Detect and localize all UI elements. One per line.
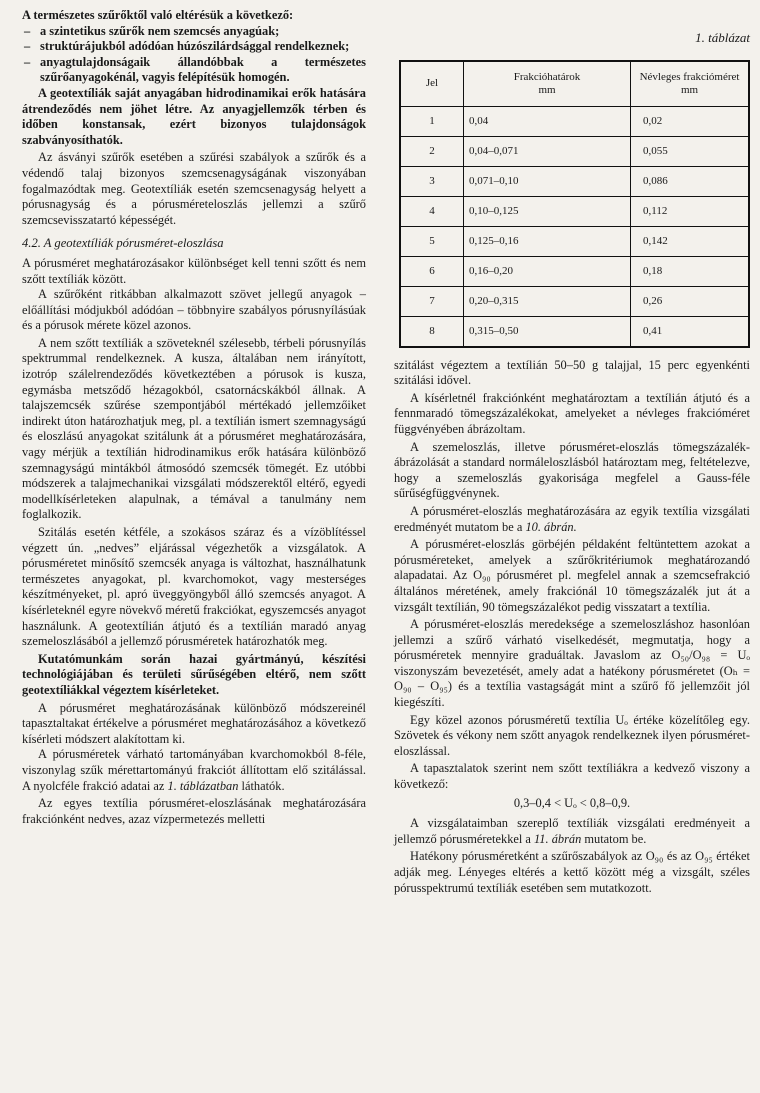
cell-frakcio: 0,04 (464, 106, 631, 136)
difference-list (22, 24, 366, 86)
paragraph: Az ásványi szűrők esetében a szűrési szabályok a szűrők és a védendő talaj bizonyos szemcsenagyságának viszonyában fogalmazódtak meg. Geotextíliák esetén szemcsenagyság helyett a pórusnagyság és a pórusméreteloszlás jellemzi a szűrő szemcsevisszatartó képességét. (22, 150, 366, 227)
text-run: mutatom be. (581, 831, 647, 846)
fraction-table-wrap (394, 60, 750, 348)
fraction-table (399, 60, 750, 348)
paragraph: Szitálás esetén kétféle, a szokásos száraz és a vízöblítéssel végzett ún. „nedves” eljárással végezhetők a vizsgálatok. A pórusméretet minősítő szemcsék anyaga is változhat, használhatunk természetes anyagokat, pl. kvarchomokot, vagy mesterséges készítményeket, pl. apró üveggyöngyből álló szemcsés anyagot. A kísérleteknél egyre növekvő méretű frakciókat, egyszemcsés anyagot használunk. A geotextílián átjutó és a textílián maradó anyag szemeloszlásából a jellemző pórusméretek határozhatók meg. (22, 525, 366, 649)
cell-frakcio: 0,125–0,16 (464, 226, 631, 256)
list-item: – struktúrájukból adódóan húzószilárdsággal rendelkeznek; (22, 39, 366, 55)
cell-nevleges: 0,086 (631, 166, 750, 196)
text-run: A pórusméretek várható tartományában kvarchomokból 8-féle, viszonylag szűk mérettartományú frakciót állítottam elő szitálással. A nyolcféle frakció adatai az (22, 747, 366, 793)
figure-reference: 10. ábrán. (525, 519, 577, 534)
header-nevleges (631, 61, 750, 107)
cell-nevleges: 0,112 (631, 196, 750, 226)
header-nevleges-label: Névleges frakcióméret (639, 70, 740, 83)
header-nevleges-unit: mm (680, 83, 699, 96)
table-row (400, 196, 749, 226)
cell-frakcio: 0,04–0,071 (464, 136, 631, 166)
cell-jel: 1 (400, 106, 464, 136)
paragraph: A pórusméret-eloszlás görbéjén példaként feltüntettem azokat a pórusméreteket, amelyek a szűrőkritériumok meghatározandó alapadatai. Az O₉₀ pórusméret pl. megfelel annak a szemcsefrakció általános méretének, amely frakciónál 10 tömegszázalék jut át a vizsgált textílián, 90 tömegszázalékot pedig visszatart a textília. (394, 537, 750, 614)
table-row (400, 256, 749, 286)
header-frakcio-unit: mm (538, 83, 556, 96)
paragraph (394, 504, 750, 535)
table-caption: 1. táblázat (695, 30, 750, 45)
paragraph: Hatékony pórusméretként a szűrőszabályok az O₉₀ és az O₉₅ értéket adják meg. Lényeges eltérés a kettő között még a vizsgált, széles pórusspektrumú textíliák esetében sem mutatkozott. (394, 849, 750, 895)
table-row (400, 166, 749, 196)
header-frakcio (464, 61, 631, 107)
table-row (400, 106, 749, 136)
paragraph: A kísérletnél frakciónként meghatároztam a textílián átjutó és a fennmaradó tömegszázalékokat, amelyeket a névleges frakcióméret függvényében ábrázoltam. (394, 390, 750, 436)
text-run: A pórusméret-eloszlás meghatározására az egyik textília vizsgálati eredményét mutatom be a (394, 503, 750, 534)
paragraph: A pórusméret-eloszlás meredeksége a szemeloszláshoz hasonlóan jellemzi a szűrő várható viselkedését, megmutatja, hogy a pórusméretek mennyire graduáltak. Javaslom az O₅₀/O₉₈ = Uₒ viszonyszám bevezetését, amely adat a hatékony pórusméretet (Oₕ = O₉₀ – O₉₅) és a textília vastagságát mint a szűrő fő jellemzőit jól kiegészíti. (394, 617, 750, 710)
list-item: – a szintetikus szűrők nem szemcsés anyagúak; (22, 24, 366, 40)
cell-jel: 4 (400, 196, 464, 226)
text-run: láthatók. (238, 778, 285, 793)
paragraph (22, 747, 366, 794)
paragraph: A pórusméret meghatározásának különböző módszereinél tapasztaltakat értékelve a pórusméret meghatározásához a következő kísérleti módszert alakítottam ki. (22, 700, 366, 746)
table-row (400, 136, 749, 166)
cell-frakcio: 0,10–0,125 (464, 196, 631, 226)
cell-nevleges: 0,18 (631, 256, 750, 286)
intro-line: A természetes szűrőktől való eltérésük a következő: (22, 8, 294, 22)
paragraph: szitálást végeztem a textílián 50–50 g talajjal, 15 perc egyenkénti szitálási idővel. (394, 357, 750, 388)
paragraph: Egy közel azonos pórusméretű textília Uₒ értéke közelítőleg egy. Szövetek és vékony nem szőtt anyagok rendelkeznek ilyen pórusméret-eloszlással. (394, 712, 750, 758)
right-column (394, 8, 750, 896)
cell-jel: 7 (400, 286, 464, 316)
table-row (400, 226, 749, 256)
table-row (400, 286, 749, 316)
text-run: A vizsgálataimban szereplő textíliák vizsgálati eredményeit a jellemző pórusméretekkel a (394, 816, 750, 846)
table-header-row (400, 61, 749, 107)
cell-jel: 3 (400, 166, 464, 196)
cell-nevleges: 0,02 (631, 106, 750, 136)
paragraph: Az egyes textília pórusméret-eloszlásának meghatározására frakciónként nedves, azaz vízpermetezés melletti (22, 796, 366, 826)
paragraph: A geotextíliák saját anyagában hidrodinamikai erők hatására átrendeződés nem jöhet létre. Az anyagjellemzők térben és időben konstansak, ezért bizonyos tulajdonságok szabványosíthatók. (22, 85, 366, 147)
cell-frakcio: 0,20–0,315 (464, 286, 631, 316)
paragraph: Kutatómunkám során hazai gyártmányú, készítési technológiájában és területi sűrűségében eltérő, nem szőtt geotextíliákkal végeztem kísérleteket. (22, 651, 366, 697)
cell-frakcio: 0,315–0,50 (464, 316, 631, 347)
cell-nevleges: 0,055 (631, 136, 750, 166)
cell-frakcio: 0,16–0,20 (464, 256, 631, 286)
table-row (400, 316, 749, 347)
formula: 0,3–0,4 < Uₒ < 0,8–0,9. (513, 795, 631, 810)
left-column (22, 8, 366, 827)
paragraph: A szemeloszlás, illetve pórusméret-eloszlás tömegszázalék-ábrázolását a standard normáleloszlásból határoztam meg, feltételezve, hogy a szemeloszlás gyakorisága megfelel a Gauss-féle sűrűségfüggvénynek. (394, 439, 750, 501)
cell-jel: 6 (400, 256, 464, 286)
cell-jel: 8 (400, 316, 464, 347)
paragraph: A szűrőként ritkábban alkalmazott szövet jellegű anyagok – előállítási módjukból adódóan – többnyire szabályos pórusnyílásúak és a pórusok mérete közel azonos. (22, 287, 366, 333)
paragraph: A nem szőtt textíliák a szöveteknél szélesebb, térbeli pórusnyílás spektrummal rendelkeznek. A kusza, általában nem irányított, izotróp szálelrendeződés következtében a pórusok is kusza, egymásba metsződő hézagokból, csatornácskákból állnak. A talajszemcsék szűrése szempontjából mértékadó jellemzőiket indirekt úton határozhatjuk meg, pl. a textílián ismert szemnagyságú és eloszlású anyagokat szitálunk át a pórusméret meghatározására, vagy mérjük a textílián hidrodinamikus erők hatására különböző szemnagyságú mintákból átmosódó szemcsék tömegét. Ez utóbbi módszerek a talajmechanikai vizsgálati módszerektől eltérő, egyedi modellkísérleteken alapulnak, a témával a tanulmány nem foglalkozik. (22, 335, 366, 522)
list-item: – anyagtulajdonságaik állandóbbak a természetes szűrőanyagokénál, vagyis felépítésük homogén. (22, 55, 366, 86)
figure-reference: 11. ábrán (534, 831, 582, 846)
paragraph (394, 816, 750, 847)
cell-nevleges: 0,26 (631, 286, 750, 316)
cell-jel: 2 (400, 136, 464, 166)
section-heading: 4.2. A geotextíliák pórusméret-eloszlása (22, 236, 224, 251)
cell-frakcio: 0,071–0,10 (464, 166, 631, 196)
table-reference: 1. táblázatban (167, 778, 239, 793)
header-jel: Jel (400, 61, 464, 107)
cell-jel: 5 (400, 226, 464, 256)
paragraph: A tapasztalatok szerint nem szőtt textíliákra a kedvező viszony a következő: (394, 761, 750, 792)
header-frakcio-label: Frakcióhatárok (513, 70, 581, 83)
cell-nevleges: 0,41 (631, 316, 750, 347)
cell-nevleges: 0,142 (631, 226, 750, 256)
paragraph: A pórusméret meghatározásakor különbséget kell tenni szőtt és nem szőtt textíliák között. (22, 255, 366, 286)
